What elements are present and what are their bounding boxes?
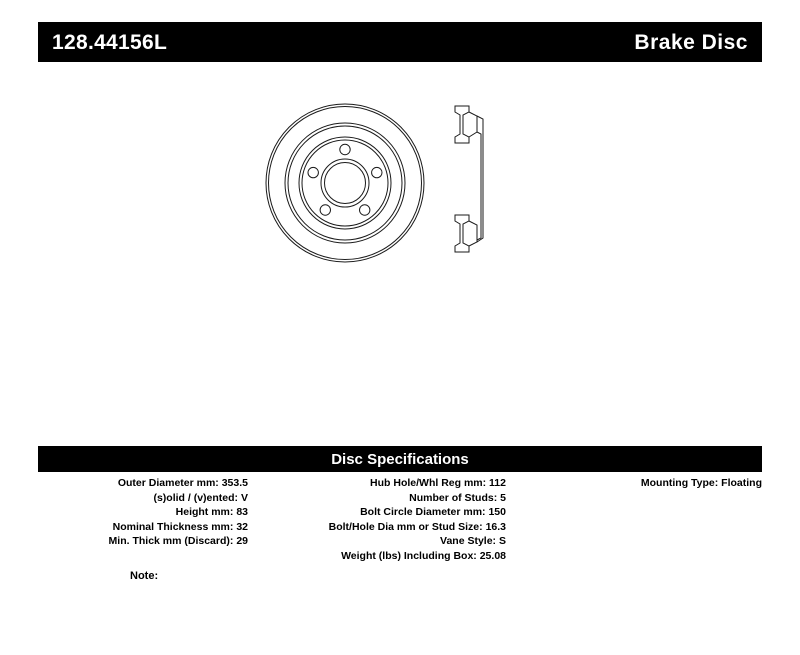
- spec-value: 353.5: [221, 477, 248, 489]
- spec-mounting-type: [518, 476, 762, 491]
- rotor-friction-ring-outer: [285, 123, 405, 243]
- rotor-edge-top-flange: [455, 106, 469, 143]
- spec-value: V: [240, 491, 248, 504]
- specs-header-bar: [38, 446, 762, 472]
- specs-right-column: [518, 476, 762, 491]
- stud-hole: [340, 144, 350, 154]
- rotor-edge-inner-top: [477, 132, 481, 188]
- spec-label: Height mm:: [175, 506, 234, 519]
- spec-value: 112: [489, 477, 506, 489]
- rotor-edge-hat-top: [469, 112, 477, 137]
- rotor-hub-bore: [325, 163, 366, 204]
- spec-solid-vented: [38, 491, 248, 506]
- spec-value: 32: [236, 520, 248, 533]
- note-row: [130, 570, 158, 582]
- spec-value: 25.08: [479, 549, 506, 562]
- spec-nominal-thickness: [38, 520, 248, 535]
- specs-left-column: [38, 476, 248, 549]
- spec-height: [38, 505, 248, 520]
- rotor-friction-ring-inner: [288, 126, 402, 240]
- spec-value: S: [498, 535, 506, 548]
- rotor-edge-hat-bottom: [469, 221, 477, 246]
- spec-value: 5: [500, 491, 506, 504]
- spec-label: Outer Diameter mm:: [117, 477, 219, 489]
- spec-value: 150: [488, 506, 506, 519]
- rotor-edge-bottom-flange: [455, 215, 469, 252]
- rotor-outer-edge-inner: [269, 107, 422, 260]
- spec-label: (s)olid / (v)ented:: [153, 491, 239, 504]
- stud-hole: [320, 205, 330, 215]
- rotor-outer-edge: [266, 104, 424, 262]
- spec-label: Vane Style:: [440, 535, 497, 548]
- stud-hole: [360, 205, 370, 215]
- spec-label: Number of Studs:: [409, 491, 498, 504]
- part-number: 128.44156L: [52, 30, 168, 54]
- stud-hole: [308, 167, 318, 177]
- spec-bolt-circle-diameter: [256, 505, 506, 520]
- specs-title: Disc Specifications: [331, 450, 469, 468]
- spec-label: Min. Thick mm (Discard):: [108, 535, 234, 548]
- spec-hub-hole: [256, 476, 506, 491]
- spec-value: 83: [236, 506, 248, 519]
- spec-label: Hub Hole/Whl Reg mm:: [370, 477, 487, 489]
- spec-label: Bolt Circle Diameter mm:: [360, 506, 486, 519]
- note-label: Note:: [130, 570, 159, 582]
- rotor-drawing-svg: [255, 88, 545, 288]
- rotor-hat-transition: [299, 137, 391, 229]
- header-bar: [38, 22, 762, 62]
- rotor-hat-outer: [302, 140, 388, 226]
- specs-middle-column: [256, 476, 506, 564]
- spec-value: Floating: [721, 477, 762, 489]
- spec-label: Bolt/Hole Dia mm or Stud Size:: [328, 520, 483, 533]
- rotor-edge-outer-top: [477, 116, 483, 188]
- spec-outer-diameter: [38, 476, 248, 491]
- spec-label: Weight (lbs) Including Box:: [341, 549, 477, 562]
- spec-min-thickness: [38, 534, 248, 549]
- technical-drawing: [255, 88, 545, 288]
- spec-number-of-studs: [256, 491, 506, 506]
- spec-weight: [256, 549, 506, 564]
- rotor-edge-inner-bottom: [477, 188, 481, 240]
- spec-label: Mounting Type:: [640, 477, 719, 489]
- stud-hole: [372, 167, 382, 177]
- product-type: Brake Disc: [634, 30, 748, 54]
- spec-label: Nominal Thickness mm:: [112, 520, 234, 533]
- spec-value: 29: [236, 535, 248, 548]
- spec-value: 16.3: [485, 520, 506, 533]
- rotor-edge-outer-bottom: [477, 188, 483, 242]
- rotor-hub-bore-outer: [321, 159, 369, 207]
- spec-vane-style: [256, 534, 506, 549]
- spec-bolt-hole-dia: [256, 520, 506, 535]
